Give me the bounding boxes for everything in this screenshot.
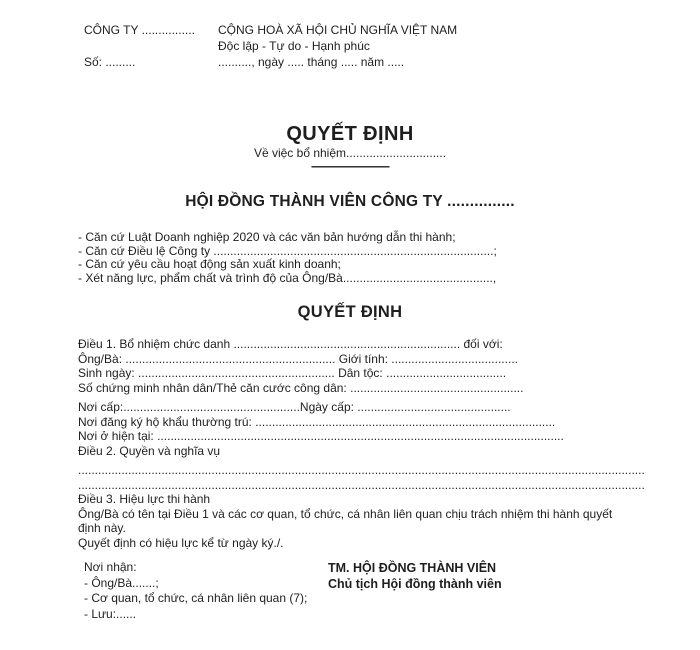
signature-block bbox=[328, 560, 502, 622]
document-footer bbox=[84, 560, 502, 622]
document-subtitle: Về việc bổ nhiệm.............................. bbox=[253, 146, 447, 160]
title-block bbox=[0, 123, 700, 171]
document-number-line: Số: ......... bbox=[84, 55, 136, 69]
article-field-name: Ông/Bà: ............................................................... Giới tính: ...................................... bbox=[78, 351, 518, 366]
preamble-line: - Căn cứ Điều lệ Công ty ....................................................................................; bbox=[78, 243, 497, 258]
preamble-line: - Xét năng lực, phẩm chất và trình độ của Ông/Bà............................................., bbox=[78, 270, 497, 285]
article-field-birthdate: Sinh ngày: ........................................................... Dân tộc: .................................... bbox=[78, 366, 507, 380]
header-company-block bbox=[84, 22, 218, 70]
issuer-heading: HỘI ĐỒNG THÀNH VIÊN CÔNG TY ............... bbox=[185, 193, 515, 210]
preamble-line: - Căn cứ Luật Doanh nghiệp 2020 và các văn bản hướng dẫn thi hành; bbox=[78, 230, 456, 244]
header-national-block bbox=[218, 22, 457, 70]
national-title: CỘNG HOÀ XÃ HỘI CHỦ NGHĨA VIỆT NAM bbox=[218, 23, 458, 37]
signature-title: TM. HỘI ĐỒNG THÀNH VIÊN bbox=[328, 561, 497, 575]
document-header bbox=[84, 22, 457, 70]
company-line: CÔNG TY ................ bbox=[84, 23, 195, 37]
article-3-line: Điều 3. Hiệu lực thi hành bbox=[78, 492, 211, 506]
recipients-block bbox=[84, 560, 328, 622]
articles-block bbox=[78, 337, 645, 550]
recipient-item: - Cơ quan, tổ chức, cá nhân liên quan (7); bbox=[84, 591, 308, 605]
dotted-blank-line: .......................................................................................................................................................................... bbox=[78, 477, 645, 492]
date-line: .........., ngày ..... tháng ..... năm ..... bbox=[218, 55, 405, 69]
signature-role: Chủ tịch Hội đồng thành viên bbox=[328, 577, 502, 591]
article-3-body: Ông/Bà có tên tại Điều 1 và các cơ quan, tổ chức, cá nhân liên quan chịu trách nhiệm thi hành quyết định này. bbox=[78, 506, 613, 535]
article-field-issue-place: Nơi cấp:.....................................................Ngày cấp: .............................................. bbox=[78, 400, 511, 414]
decision-heading: QUYẾT ĐỊNH bbox=[297, 303, 403, 321]
recipients-label: Nơi nhận: bbox=[84, 560, 137, 574]
preamble-line: - Căn cứ yêu cầu hoạt động sản xuất kinh doanh; bbox=[78, 257, 341, 272]
article-field-id-number: Số chứng minh nhân dân/Thẻ căn cước công dân: .................................................... bbox=[78, 380, 524, 395]
effective-date-line: Quyết định có hiệu lực kể từ ngày ký./. bbox=[78, 535, 284, 550]
preamble-block bbox=[78, 231, 608, 285]
title-divider: -------------------------- bbox=[311, 159, 389, 173]
dotted-blank-line: .......................................................................................................................................................................... bbox=[78, 463, 645, 477]
article-field-current-address: Nơi ở hiện tại: .......................................................................................................................... bbox=[78, 429, 564, 443]
document-title: QUYẾT ĐỊNH bbox=[286, 123, 414, 145]
recipient-item: - Ông/Bà.......; bbox=[84, 575, 159, 590]
article-2-line: Điều 2. Quyền và nghĩa vụ bbox=[78, 443, 221, 458]
article-field-registered-address: Nơi đăng ký hộ khẩu thường trú: .......................................................................................... bbox=[78, 414, 556, 429]
recipient-item: - Lưu:...... bbox=[84, 606, 137, 621]
article-1-line: Điều 1. Bổ nhiệm chức danh .................................................................... đối với: bbox=[78, 337, 503, 351]
national-motto: Độc lập - Tự do - Hạnh phúc bbox=[218, 39, 370, 53]
